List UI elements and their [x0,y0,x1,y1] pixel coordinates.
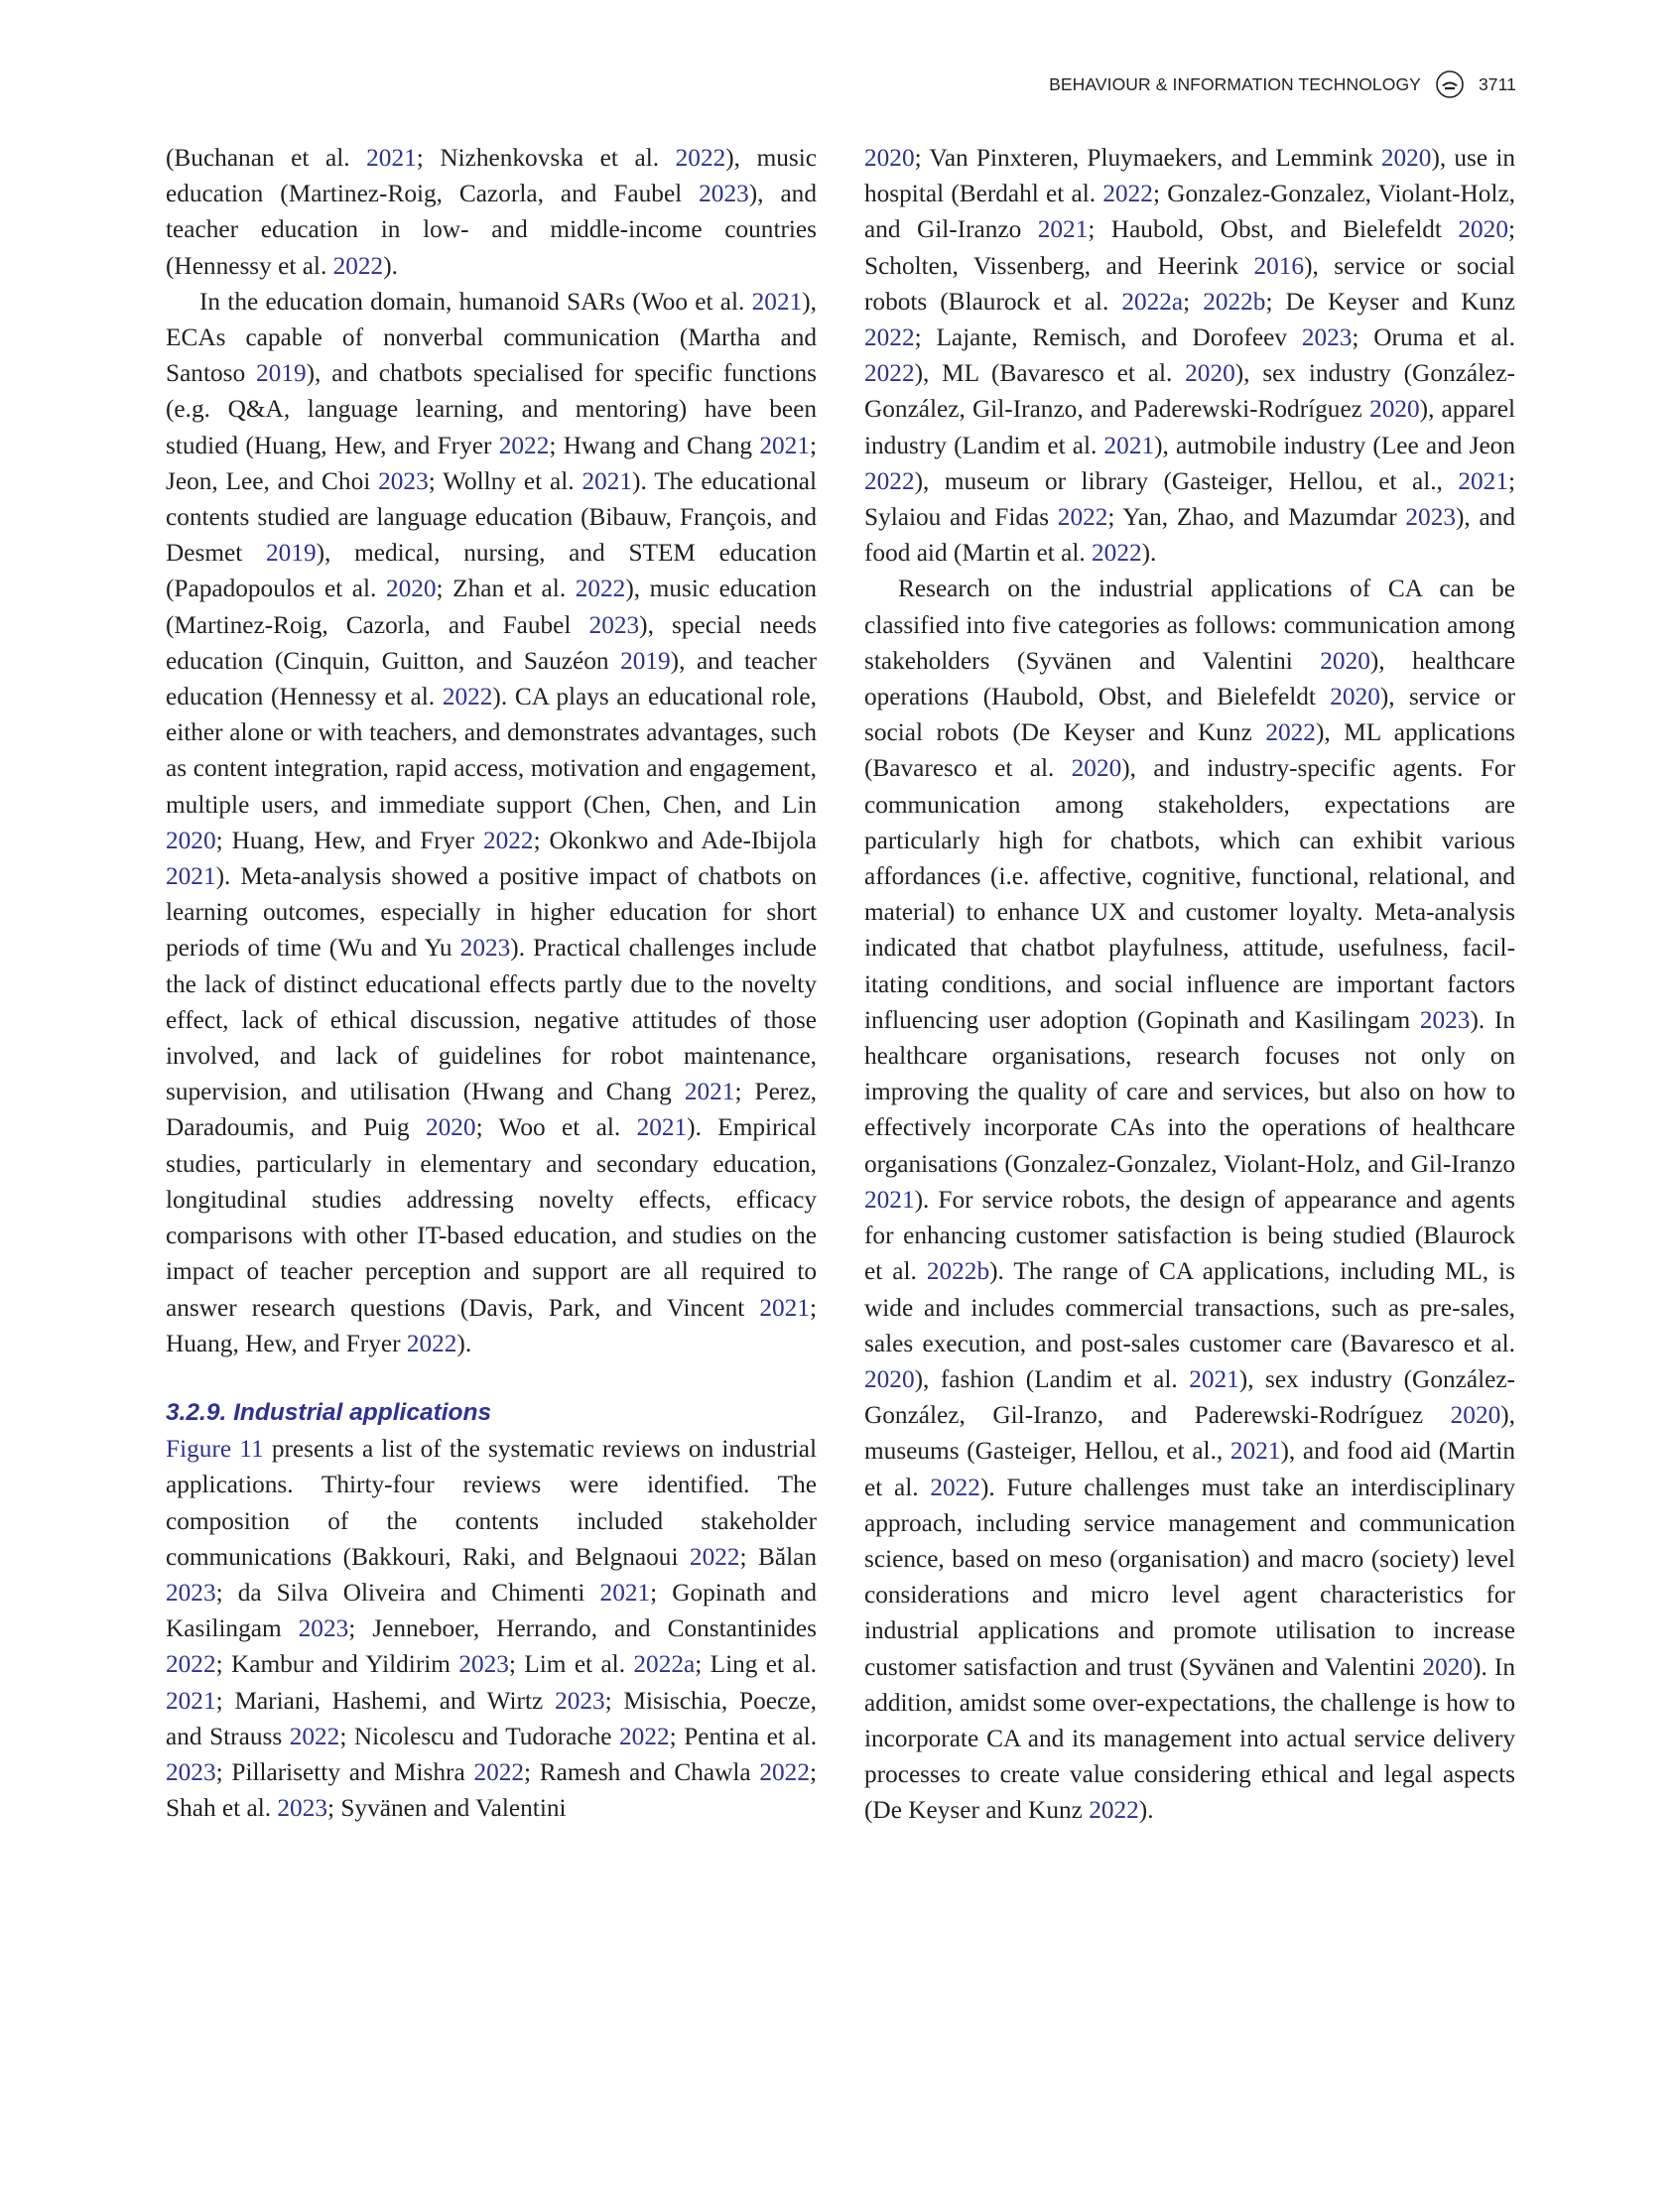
citation-link[interactable]: 2022 [1102,180,1153,208]
citation-link[interactable]: 2022 [864,466,915,495]
citation-link[interactable]: 2022 [473,1757,525,1786]
citation-link[interactable]: 2019 [256,359,307,388]
citation-link[interactable]: 2023 [1405,503,1456,532]
body-paragraph: (Buchanan et al. 2021; Nizhenkovska et al. 2022), music education (Martinez-Roig, Cazorla, and Faubel 2023), and teacher education in low- and middle-income countries (Hennessy et al. 2022). [166,144,818,280]
citation-link[interactable]: 2022 [575,575,626,603]
citation-link[interactable]: 2022 [1265,718,1316,747]
citation-link[interactable]: 2016 [1253,251,1305,280]
citation-link[interactable]: 2022 [675,144,726,172]
citation-link[interactable]: 2022 [498,431,550,459]
citation-link[interactable]: 2020 [1071,754,1122,783]
citation-link[interactable]: 2022 [1089,1796,1139,1825]
citation-link[interactable]: 2021 [166,1686,216,1715]
journal-logo-icon [1435,69,1465,99]
citation-link[interactable]: 2022 [442,683,493,711]
citation-link[interactable]: 2023 [459,934,511,963]
citation-link[interactable]: 2022a [633,1650,696,1679]
citation-link[interactable]: 2023 [277,1794,327,1823]
citation-link[interactable]: 2020 [1422,1652,1474,1681]
citation-link[interactable]: 2021 [751,287,803,316]
citation-link[interactable]: 2020 [425,1113,476,1142]
body-paragraph: In the education domain, humanoid SARs (Woo et al. 2021), ECAs capable of nonverbal communication (Martha and Santoso 2019), and chatbots specialised for specific functions (e.g. Q&A, language learning, and mentoring) have been studied (Huang, Hew, and Fryer 2022; Hwang and Chang 2021; Jeon, Lee, and Choi 2023; Wollny et al. 2021). The educational contents studied are language education (Bibauw, François, and Desmet 2019), medical, nursing, and STEM education (Papadopoulos et al. 2020; Zhan et al. 2022), music education (Martinez-Roig, Cazorla, and Faubel 2023), special needs education (Cinquin, Guitton, and Sauzéon 2019), and teacher education (Hennessy et al. 2022). CA plays an educational role, either alone or with teachers, and demonstrates advantages, such as content integration, rapid access, motivation and engagement, multiple users, and immediate support (Chen, Chen, and Lin 2020; Huang, Hew, and Fryer 2022; Okonkwo and Ade-Ibijola 2021). Meta-analysis showed a positive impact of chatbots on learning outcomes, especially in higher education for short periods of time (Wu and Yu 2023). Practical challenges include the lack of distinct educational effects partly due to the novelty effect, lack of ethical discussion, negative attitudes of those involved, and lack of guidelines for robot maintenance, supervision, and utilisation (Hwang and Chang 2021; Perez, Daradoumis, and Puig 2020; Woo et al. 2021). Empirical studies, particularly in elementary and secondary education, longitudinal studies addressing novelty effects, efficacy comparisons with other IT-based education, and studies on the impact of teacher perception and support are all required to answer research questions (Davis, Park, and Vincent 2021; Huang, Hew, and Fryer 2022). [166,287,818,1357]
citation-link[interactable]: 2023 [298,1614,349,1643]
section-heading: 3.2.9. Industrial applications [166,1398,492,1426]
citation-link[interactable]: 2022 [1057,503,1108,532]
citation-link[interactable]: 2021 [1037,215,1089,244]
citation-link[interactable]: 2020 [1450,1401,1501,1430]
citation-link[interactable]: 2021 [1103,431,1155,459]
citation-link[interactable]: Figure 11 [166,1435,264,1464]
citation-link[interactable]: 2021 [1458,466,1508,495]
citation-link[interactable]: 2022 [482,826,534,854]
citation-link[interactable]: 2022 [406,1329,457,1357]
citation-link[interactable]: 2021 [759,1293,810,1322]
citation-link[interactable]: 2023 [588,610,640,639]
citation-link[interactable]: 2022 [289,1722,340,1750]
citation-link[interactable]: 2021 [1229,1437,1281,1466]
citation-link[interactable]: 2023 [555,1686,605,1715]
citation-link[interactable]: 2020 [166,826,216,854]
body-paragraph: 2020; Van Pinxteren, Pluymaekers, and Lemmink 2020), use in hospital (Berdahl et al. 2022; Gonzalez-Gonzalez, Violant-Holz, and Gil-Iranzo 2021; Haubold, Obst, and Bielefeldt 2020; Scholten, Vissenberg, and Heerink 2016), service or social robots (Blaurock et al. 2022a; 2022b; De Keyser and Kunz 2022; Lajante, Remisch, and Dorofeev 2023; Oruma et al. 2022), ML (Bavaresco et al. 2020), sex industry (González-González, Gil-Iranzo, and Paderewski-Rodríguez 2020), apparel industry (Landim et al. 2021), autmobile industry (Lee and Jeon 2022), museum or library (Gasteiger, Hellou, et al., 2021; Sylaiou and Fidas 2022; Yan, Zhao, and Mazumdar 2023), and food aid (Martin et al. 2022). [864,144,1515,568]
citation-link[interactable]: 2021 [864,1185,915,1214]
citation-link[interactable]: 2020 [385,575,437,603]
citation-link[interactable]: 2022 [166,1650,216,1679]
citation-link[interactable]: 2020 [1330,683,1380,711]
citation-link[interactable]: 2020 [1185,359,1235,388]
citation-link[interactable]: 2023 [166,1757,216,1786]
citation-link[interactable]: 2023 [1301,323,1353,352]
citation-link[interactable]: 2021 [636,1113,688,1142]
citation-link[interactable]: 2022b [926,1257,990,1286]
citation-link[interactable]: 2022 [332,251,384,280]
citation-link[interactable]: 2022a [1121,287,1184,316]
citation-link[interactable]: 2022 [864,359,915,388]
citation-link[interactable]: 2021 [684,1078,735,1106]
citation-link[interactable]: 2020 [1369,395,1420,424]
citation-link[interactable]: 2020 [1380,144,1432,172]
citation-link[interactable]: 2022 [864,323,915,352]
citation-link[interactable]: 2021 [759,431,810,459]
citation-link[interactable]: 2020 [1320,646,1370,675]
citation-link[interactable]: 2022 [930,1473,980,1501]
page-number: 3711 [1478,73,1516,94]
citation-link[interactable]: 2023 [378,466,429,495]
citation-link[interactable]: 2022 [689,1542,740,1571]
citation-link[interactable]: 2023 [699,180,749,208]
right-column [864,140,1515,1829]
citation-link[interactable]: 2021 [366,144,417,172]
citation-link[interactable]: 2021 [582,466,633,495]
citation-link[interactable]: 2019 [620,646,671,675]
citation-link[interactable]: 2022 [619,1722,670,1750]
citation-link[interactable]: 2020 [1458,215,1508,244]
citation-link[interactable]: 2021 [166,862,216,891]
citation-link[interactable]: 2023 [458,1650,509,1679]
citation-link[interactable]: 2020 [864,1364,915,1393]
body-paragraph: Figure 11 presents a list of the systematic reviews on industrial applications. Thirty-four reviews were identified. The composition of the contents included stakeholder communications (Bakkouri, Raki, and Belgnaoui 2022; Bălan 2023; da Silva Oliveira and Chimenti 2021; Gopinath and Kasilingam 2023; Jenneboer, Herrando, and Constantinides 2022; Kambur and Yildirim 2023; Lim et al. 2022a; Ling et al. 2021; Mariani, Hashemi, and Wirtz 2023; Misischia, Poecze, and Strauss 2022; Nicolescu and Tudorache 2022; Pentina et al. 2023; Pillarisetty and Mishra 2022; Ramesh and Chawla 2022; Shah et al. 2023; Syvänen and Valentini [166,1435,818,1823]
running-head [1049,69,1516,99]
citation-link[interactable]: 2020 [864,144,915,172]
journal-title: BEHAVIOUR & INFORMATION TECHNOLOGY [1049,73,1421,94]
citation-link[interactable]: 2022 [759,1757,810,1786]
citation-link[interactable]: 2021 [599,1578,651,1607]
citation-link[interactable]: 2023 [1419,1005,1471,1034]
citation-link[interactable]: 2023 [166,1578,216,1607]
citation-link[interactable]: 2021 [1189,1364,1239,1393]
citation-link[interactable]: 2022 [1092,539,1142,568]
left-column [166,140,817,1826]
citation-link[interactable]: 2019 [266,539,317,568]
body-paragraph: Research on the industrial applications of CA can be classified into five categories as follows: communication among stakeholders (Syvänen and Valentini 2020), healthcare operations (Haubold, Obst, and Bielefeldt 2020), service or social robots (De Keyser and Kunz 2022), ML applications (Bavaresco et al. 2020), and industry-specific agents. For communication among stakeholders, expectations are particularly high for chatbots, which can exhibit various affordances (i.e. affective, cognitive, functional, relational, and material) to enhance UX and customer loyalty. Meta-analysis indicated that chatbot playfulness, attitude, usefulness, facilitating conditions, and social influence are important factors influencing user adoption (Gopinath and Kasilingam 2023). In healthcare organisations, research focuses not only on improving the quality of care and services, but also on how to effectively incorporate CAs into the operations of healthcare organisations (Gonzalez-Gonzalez, Violant-Holz, and Gil-Iranzo 2021). For service robots, the design of appearance and agents for enhancing customer satisfaction is being studied (Blaurock et al. 2022b). The range of CA applications, including ML, is wide and includes commercial transactions, such as pre-sales, sales execution, and post-sales customer care (Bavaresco et al. 2020), fashion (Landim et al. 2021), sex industry (González-González, Gil-Iranzo, and Paderewski-Rodríguez 2020), museums (Gasteiger, Hellou, et al., 2021), and food aid (Martin et al. 2022). Future challenges must take an interdisciplinary approach, including service management and communication science, based on meso (organisation) and macro (society) level considerations and micro level agent characteristics for industrial applications and promote utilisation to increase customer satisfaction and trust (Syvänen and Valentini 2020). In addition, amidst some over-expectations, the challenge is how to incorporate CA and its management into actual service delivery processes to create value considering ethical and legal aspects (De Keyser and Kunz 2022). [864,575,1515,1825]
citation-link[interactable]: 2022b [1203,287,1266,316]
